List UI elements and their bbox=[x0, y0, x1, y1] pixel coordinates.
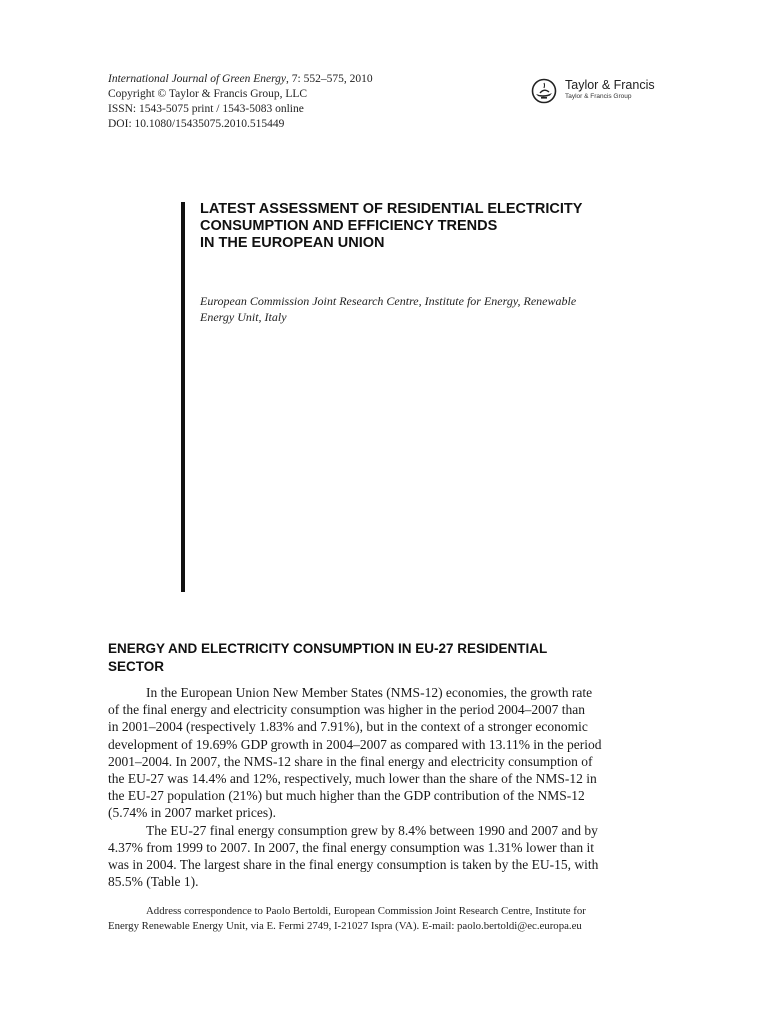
heading-line: SECTOR bbox=[108, 659, 165, 674]
title-line: IN THE EUROPEAN UNION bbox=[200, 235, 385, 251]
publisher-group: Taylor & Francis Group bbox=[565, 93, 632, 100]
paragraph-line: in 2001–2004 (respectively 1.83% and 7.91%), but in the context of a stronger economic bbox=[108, 719, 588, 735]
affiliation-line: European Commission Joint Research Centre, Institute for Energy, Renewable bbox=[200, 294, 577, 308]
affiliation-line: Energy Unit, Italy bbox=[200, 310, 287, 324]
paragraph-line: 4.37% from 1999 to 2007. In 2007, the final energy consumption was 1.31% lower than it bbox=[108, 839, 595, 855]
paragraph-line: (5.74% in 2007 market prices). bbox=[108, 805, 276, 821]
copyright-line: Copyright © Taylor & Francis Group, LLC bbox=[108, 88, 308, 100]
publisher-logo[interactable] bbox=[529, 78, 669, 106]
journal-citation-line bbox=[108, 72, 373, 87]
paragraph-line: the EU-27 was 14.4% and 12%, respectively, much lower than the share of the NMS-12 in bbox=[108, 771, 597, 787]
footnote-line: Energy Renewable Energy Unit, via E. Fermi 2749, I-21027 Ispra (VA). E-mail: paolo.bertoldi@ec.europa.eu bbox=[108, 920, 582, 932]
paragraph-line: the EU-27 population (21%) but much higher than the GDP contribution of the NMS-12 bbox=[108, 788, 585, 804]
paragraph-line: was in 2004. The largest share in the final energy consumption is taken by the EU-15, with bbox=[108, 857, 599, 873]
title-line: CONSUMPTION AND EFFICIENCY TRENDS bbox=[200, 218, 498, 234]
correspondence-footnote bbox=[108, 904, 668, 934]
journal-volume-pages: , 7: 552–575, 2010 bbox=[286, 73, 373, 85]
heading-line: ENERGY AND ELECTRICITY CONSUMPTION IN EU-27 RESIDENTIAL bbox=[108, 641, 548, 656]
paragraph-line: 85.5% (Table 1). bbox=[108, 874, 199, 890]
body-text bbox=[108, 684, 668, 890]
paragraph-line: development of 19.69% GDP growth in 2004–2007 as compared with 13.11% in the period bbox=[108, 736, 602, 752]
title-accent-bar bbox=[181, 202, 185, 592]
journal-info bbox=[108, 72, 373, 132]
paragraph-line: 2001–2004. In 2007, the NMS-12 share in the final energy and electricity consumption of bbox=[108, 753, 593, 769]
paragraph-line: The EU-27 final energy consumption grew by 8.4% between 1990 and 2007 and by bbox=[146, 822, 598, 838]
section-heading bbox=[108, 640, 668, 676]
title-line: LATEST ASSESSMENT OF RESIDENTIAL ELECTRICITY bbox=[200, 201, 583, 217]
lamp-icon bbox=[529, 78, 561, 104]
author-affiliation bbox=[200, 293, 660, 325]
paragraph-line: of the final energy and electricity consumption was higher in the period 2004–2007 than bbox=[108, 702, 586, 718]
article-title bbox=[200, 201, 660, 252]
footnote-line: Address correspondence to Paolo Bertoldi, European Commission Joint Research Centre, Institute for bbox=[146, 905, 586, 917]
publisher-name: Taylor & Francis bbox=[565, 78, 655, 92]
doi-line[interactable]: DOI: 10.1080/15435075.2010.515449 bbox=[108, 118, 285, 130]
journal-name: International Journal of Green Energy bbox=[108, 73, 287, 85]
paragraph-line: In the European Union New Member States (NMS-12) economies, the growth rate bbox=[146, 685, 593, 700]
issn-line: ISSN: 1543-5075 print / 1543-5083 online bbox=[108, 103, 304, 115]
